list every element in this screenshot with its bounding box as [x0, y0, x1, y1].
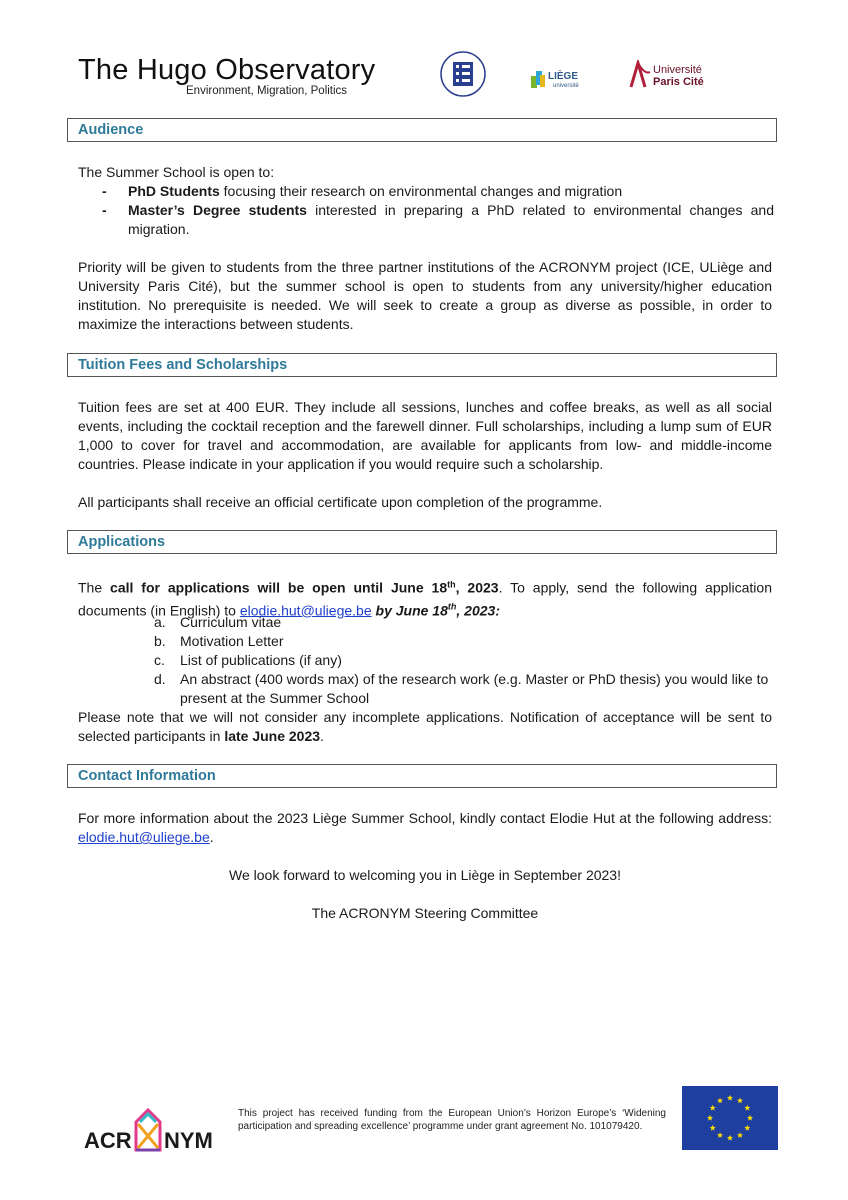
hugo-observatory-title: The Hugo Observatory	[78, 54, 376, 86]
ice-logo	[440, 51, 486, 97]
acronym-left-text: ACR	[84, 1128, 132, 1153]
priority-paragraph: Priority will be given to students from the three partner institutions of the ACRONYM project (ICE, ULiège and University Paris Cité), but the summer school is open to students from any university/higher education institution. No prerequisite is needed. We will seek to create a group as diverse as possible, in order to maximize the interactions between students.	[78, 259, 772, 332]
app-text-1: The	[78, 579, 111, 596]
applications-heading: Applications	[67, 530, 777, 554]
certificate-paragraph: All participants shall receive an official certificate upon completion of the programme.	[78, 494, 603, 510]
funding-statement: This project has received funding from the European Union’s Horizon Europe’s ‘Widening participation and spreading excellence’ programme under grant agreement No. 101079420.	[238, 1108, 666, 1132]
eu-flag-icon	[682, 1086, 778, 1150]
universite-paris-cite-logo	[628, 60, 728, 90]
contact-end: .	[209, 829, 214, 845]
list-item-text: Motivation Letter	[180, 633, 284, 649]
note-date-bold: late June 2023	[224, 728, 321, 744]
list-item-text: An abstract (400 words max) of the research work (e.g. Master or PhD thesis) you would like to present at the Summer School	[180, 671, 769, 706]
list-item-text: Curriculum vitae	[180, 614, 282, 630]
app-text-2: . To apply, send the following application documents (in English) to	[78, 579, 772, 619]
list-item	[154, 651, 774, 670]
app-bydate-year: , 2023:	[456, 602, 500, 619]
paris-line1: Université	[653, 64, 702, 76]
contact-heading: Contact Information	[67, 764, 777, 788]
note-text: Please note that we will not consider any incomplete applications. Notification of acceptance will be sent to selected participants in	[78, 709, 772, 744]
list-item-text: List of publications (if any)	[180, 652, 342, 668]
contact-paragraph	[78, 809, 772, 847]
note-end: .	[320, 728, 324, 744]
uliege-logo	[531, 66, 591, 92]
liege-sub-text: université	[553, 83, 579, 89]
audience-item-masters	[102, 201, 774, 239]
list-marker: b.	[154, 633, 166, 649]
phd-students-text: focusing their research on environmental changes and migration	[219, 183, 623, 199]
signature-line: The ACRONYM Steering Committee	[311, 905, 539, 921]
hugo-observatory-subtitle: Environment, Migration, Politics	[186, 85, 348, 97]
welcome-line: We look forward to welcoming you in Liège in September 2023!	[229, 867, 621, 883]
app-deadline-bold: call for applications will be open until June 18	[110, 579, 448, 596]
app-deadline-sup: th	[447, 579, 456, 589]
masters-students-label: Master’s Degree students	[128, 202, 307, 218]
applications-note	[78, 708, 772, 746]
tuition-paragraph: Tuition fees are set at 400 EUR. They include all sessions, lunches and coffee breaks, as well as all social events, including the cocktail reception and the farewell dinner. Full scholarships, including a lump sum of EUR 1,000 to cover for travel and accommodation, are available for applicants from low- and middle-income countries. Please indicate in your application if you would require such a scholarship.	[78, 399, 772, 472]
paris-line2: Paris Cité	[653, 76, 704, 88]
contact-email-link[interactable]: elodie.hut@uliege.be	[78, 829, 210, 845]
liege-brand-text: LIÈGE	[548, 71, 579, 82]
audience-intro: The Summer School is open to:	[78, 164, 275, 180]
list-marker: a.	[154, 614, 166, 630]
contact-text: For more information about the 2023 Liège Summer School, kindly contact Elodie Hut at the following address:	[78, 810, 772, 826]
list-item	[154, 613, 774, 632]
list-marker: d.	[154, 671, 166, 687]
audience-item-phd	[102, 182, 774, 201]
applications-email-link[interactable]: elodie.hut@uliege.be	[239, 602, 372, 619]
tuition-heading: Tuition Fees and Scholarships	[67, 353, 777, 377]
app-bydate: by June 18	[371, 602, 448, 619]
list-marker: c.	[154, 652, 165, 668]
list-item	[154, 632, 774, 651]
audience-heading: Audience	[67, 118, 777, 142]
dash-bullet: -	[102, 202, 107, 218]
app-deadline-year: , 2023	[455, 579, 499, 596]
list-item	[154, 670, 774, 708]
acronym-right-text: NYM	[164, 1128, 213, 1153]
acronym-logo	[84, 1098, 224, 1158]
masters-students-text: interested in preparing a PhD related to environmental changes and migration.	[128, 202, 774, 237]
app-bydate-sup: th	[447, 601, 457, 612]
phd-students-label: PhD Students	[128, 183, 220, 199]
dash-bullet: -	[102, 183, 107, 199]
